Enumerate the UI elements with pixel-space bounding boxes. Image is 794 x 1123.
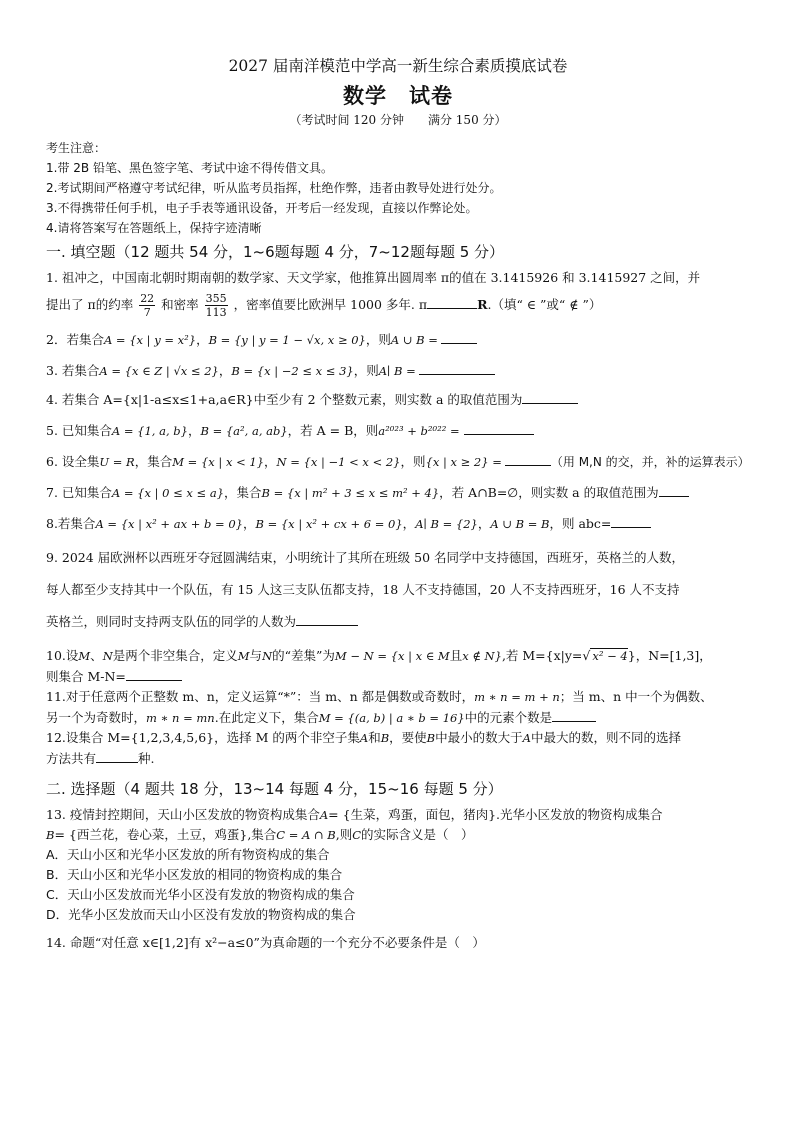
question-12: 12.设集合 M={1,2,3,4,5,6}，选择 M 的两个非空子集A和B，要使B中最小的数大于A中最大的数，则不同的选择 方法共有 种. bbox=[46, 730, 681, 766]
sqrt-symbol: √ bbox=[582, 648, 591, 663]
question-text: 提出了 π的约率 $\frac{22}{7}$ 和密率 $\frac{355}{113}$ ，密率值要比欧洲早 1000 多年. π R.（填“ ∈ ”或“ ∉ ”） bbox=[46, 292, 602, 319]
answer-blank[interactable] bbox=[96, 748, 138, 763]
question-text: 1. 祖冲之，中国南北朝时期南朝的数学家、天文学家，他推算出圆周率 π的值在 3.1415926 和 3.1415927 之间，并 bbox=[46, 270, 701, 285]
set-expression: B = {y | y = 1 − √x, x ≥ 0} bbox=[208, 333, 366, 347]
school-title: 2027 届南洋模范中学高一新生综合素质摸底试卷 bbox=[228, 57, 568, 75]
set-expression: B = {x | −2 ≤ x ≤ 3} bbox=[231, 364, 354, 378]
answer-blank[interactable] bbox=[552, 707, 596, 722]
answer-blank[interactable] bbox=[126, 666, 182, 681]
question-7: 7. 已知集合A = {x | 0 ≤ x ≤ a}，集合B = {x | m² + 3 ≤ x ≤ m² + 4}，若 A∩B=∅，则实数 a 的取值范围为 bbox=[46, 482, 750, 503]
answer-blank[interactable] bbox=[419, 360, 495, 375]
answer-blank[interactable] bbox=[464, 420, 534, 435]
notice-item: 1.带 2B 铅笔、黑色签字笔、考试中途不得传借文具。 bbox=[46, 161, 333, 175]
section-title-multiple-choice: 二. 选择题（4 题共 18 分，13~14 每题 4 分，15~16 每题 5 分） bbox=[46, 780, 503, 798]
answer-blank[interactable] bbox=[505, 451, 551, 466]
notice-item: 4.请将答案写在答题纸上，保持字迹清晰 bbox=[46, 221, 262, 235]
notice-heading: 考生注意： bbox=[46, 141, 107, 155]
set-expression: A = {x ∈ Z | √x ≤ 2} bbox=[99, 364, 219, 378]
notice-item: 2.考试期间严格遵守考试纪律，听从监考员指挥，杜绝作弊，违者由教导处进行处分。 bbox=[46, 181, 502, 195]
choice-option-c[interactable]: C．天山小区发放而光华小区没有发放的物资构成的集合 bbox=[46, 887, 355, 902]
question-1 bbox=[46, 268, 750, 319]
question-10: 10.设M、N是两个非空集合，定义M与N的“差集”为M − N = {x | x ∈ M且x ∉ N},若 M={x|y=√ x² − 4}，N=[1,3]， 则集合 M-N= bbox=[46, 648, 712, 684]
answer-blank[interactable] bbox=[427, 294, 477, 309]
question-3: 3. 若集合A = {x ∈ Z | √x ≤ 2}，B = {x | −2 ≤ x ≤ 3}，则A∣ B = bbox=[46, 360, 750, 381]
question-14: 14. 命题“对任意 x∈[1,2]有 x²−a≤0”为真命题的一个充分不必要条件是（ ） bbox=[46, 935, 485, 950]
answer-blank[interactable] bbox=[522, 389, 578, 404]
notice-block bbox=[46, 138, 750, 238]
question-11: 11.对于任意两个正整数 m、n，定义运算“*”：当 m、n 都是偶数或奇数时，m ∗ n = m + n；当 m、n 中一个为偶数、 另一个为奇数时，m ∗ n = mn.在此定义下，集合M = {(a, b) | a ∗ b = 16}中的元素个数是 bbox=[46, 689, 713, 725]
answer-blank[interactable] bbox=[296, 611, 358, 626]
subject-title: 数学 试卷 bbox=[343, 83, 453, 108]
answer-blank[interactable] bbox=[441, 329, 477, 344]
set-expression: A = {1, a, b} bbox=[111, 424, 188, 438]
set-expression: A = {x | y = x²} bbox=[103, 333, 197, 347]
question-6: 6. 设全集U = R，集合M = {x | x < 1}，N = {x | −1 < x < 2}，则{x | x ≥ 2} = （用 M,N 的交，并，补的运算表示） bbox=[46, 451, 750, 472]
question-9: 9. 2024 届欧洲杯以西班牙夺冠圆满结束，小明统计了其所在班级 50 名同学中支持德国，西班牙，英格兰的人数， 每人都至少支持其中一个队伍，有 15 人这三支队伍都支持，18 人不支持德国，20 人不支持西班牙，16 人不支持 英格兰，则同时支持两支队伍的同学的人数为 bbox=[46, 550, 685, 629]
answer-blank[interactable] bbox=[659, 482, 689, 497]
choice-option-b[interactable]: B．天山小区和光华小区发放的相同的物资构成的集合 bbox=[46, 867, 343, 882]
fraction-355-113: $\frac{355}{113}$ bbox=[205, 292, 227, 319]
notice-item: 3.不得携带任何手机，电子手表等通讯设备，开考后一经发现，直接以作弊论处。 bbox=[46, 201, 478, 215]
answer-blank[interactable] bbox=[611, 513, 651, 528]
question-13: 13. 疫情封控期间，天山小区发放的物资构成集合A= {生菜，鸡蛋，面包，猪肉}.光华小区发放的物资构成集合 B= {西兰花，卷心菜，土豆，鸡蛋},集合C = A ∩ B,则C的实际含义是（ ） A．天山小区和光华小区发放的所有物资构成的集合 B．天山小区和光华小区发放的相同的物资构成的集合 C．天山小区发放而光华小区没有发放的物资构成的集合 D．光华小区发放而天山小区没有发放的物资构成的集合 bbox=[46, 805, 750, 925]
question-5: 5. 已知集合A = {1, a, b}，B = {a², a, ab}，若 A = B，则a²⁰²³ + b²⁰²² = bbox=[46, 420, 750, 441]
choice-option-d[interactable]: D．光华小区发放而天山小区没有发放的物资构成的集合 bbox=[46, 907, 356, 922]
question-2: 2．若集合A = {x | y = x²}，B = {y | y = 1 − √x, x ≥ 0}，则A ∪ B = bbox=[46, 329, 750, 350]
fraction-22-7: $\frac{22}{7}$ bbox=[140, 292, 155, 319]
question-4: 4. 若集合 A={x|1-a≤x≤1+a,a∈R}中至少有 2 个整数元素，则实数 a 的取值范围为 bbox=[46, 389, 750, 410]
section-title-fill-in: 一. 填空题（12 题共 54 分，1~6题每题 4 分，7~12题每题 5 分） bbox=[46, 243, 505, 261]
exam-info: （考试时间 120 分钟 满分 150 分） bbox=[289, 113, 507, 127]
question-8: 8.若集合A = {x | x² + ax + b = 0}，B = {x | x² + cx + 6 = 0}，A∣ B = {2}，A ∪ B = B，则 abc= bbox=[46, 513, 750, 534]
set-expression: B = {a², a, ab} bbox=[200, 424, 288, 438]
choice-option-a[interactable]: A．天山小区和光华小区发放的所有物资构成的集合 bbox=[46, 847, 330, 862]
